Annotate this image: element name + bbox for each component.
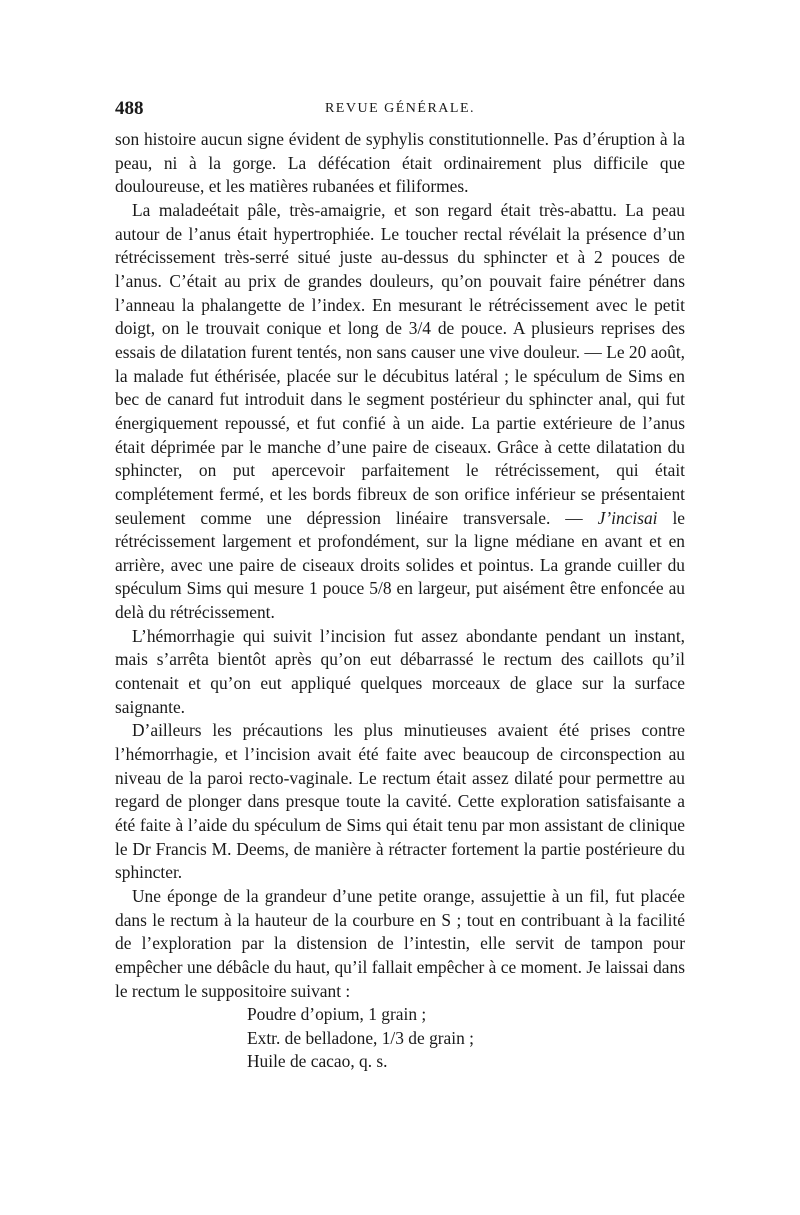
formula-line: Extr. de belladone, 1/3 de grain ; bbox=[247, 1027, 474, 1048]
paragraph-text: Une éponge de la grandeur d’une petite orange, assujettie à un fil, fut placée dans le rectum à la hauteur de la courbure en S ; tout en contribuant à la facilité de l’exploration par la distension de l’intestin, elle servit de tampon pour empêcher une débâcle du haut, qu’il fallait empêcher à ce moment. Je laissai dans le rectum le suppositoire suivant : bbox=[115, 886, 685, 1001]
paragraph-text: son histoire aucun signe évident de syphylis constitutionnelle. Pas d’éruption à la peau, ni à la gorge. La défécation était ordinairement plus difficile que douloureuse, et les matières rubanées et filiformes. bbox=[115, 129, 685, 197]
paragraph bbox=[115, 128, 685, 199]
running-head: REVUE GÉNÉRALE. bbox=[324, 101, 476, 116]
page-header bbox=[115, 98, 685, 128]
paragraph bbox=[115, 885, 685, 1003]
body-text bbox=[115, 128, 685, 1003]
paragraph bbox=[115, 625, 685, 720]
paragraph bbox=[115, 719, 685, 885]
paragraph-text: La maladeétait pâle, très-amaigrie, et son regard était très-abattu. La peau autour de l’anus était hypertrophiée. Le toucher rectal révélait la présence d’un rétrécissement très-serré situé juste au-dessus du sphincter et à 2 pouces de l’anus. C’était au prix de grandes douleurs, qu’on pouvait faire pénétrer dans l’anneau la phalangette de l’index. En mesurant le rétrécissement avec le petit doigt, on le trouvait conique et long de 3/4 de pouce. A plusieurs reprises des essais de dilatation furent tentés, non sans causer une vive douleur. — Le 20 août, la malade fut éthérisée, placée sur le décubitus latéral ; le spéculum de Sims en bec de canard fut introduit dans le segment postérieur du sphincter anal, qui fut énergiquement repoussé, et fut confié à un aide. La partie extérieure de l’anus était déprimée par le manche d’une paire de ciseaux. Grâce à cette dilatation du sphincter, on put apercevoir parfaitement le rétrécissement, qui était complétement fermé, et les bords fibreux de son orifice inférieur se présentaient seulement comme une dépression linéaire transversale. — bbox=[115, 199, 685, 528]
paragraph-text: L’hémorrhagie qui suivit l’incision fut assez abondante pendant un instant, mais s’arrêta bientôt après qu’on eut débarrassé le rectum des caillots qu’il contenait et qu’on eut appliqué quelques morceaux de glace sur la surface saignante. bbox=[115, 625, 685, 717]
italic-text: J’incisai bbox=[597, 507, 658, 528]
paragraph-text: le rétrécissement largement et profondément, sur la ligne médiane en avant et en arrière, avec une paire de ciseaux droits solides et pointus. La grande cuiller du spéculum Sims qui mesure 1 pouce 5/8 en largeur, put aisément être enfoncée au delà du rétrécissement. bbox=[115, 507, 685, 623]
prescription-formula bbox=[247, 1003, 685, 1074]
formula-line: Poudre d’opium, 1 grain ; bbox=[247, 1004, 427, 1025]
paragraph-text: D’ailleurs les précautions les plus minutieuses avaient été prises contre l’hémorrhagie, et l’incision avait été faite avec beaucoup de circonspection au niveau de la paroi recto-vaginale. Le rectum était assez dilaté pour permettre au regard de plonger dans presque toute la cavité. Cette exploration satisfaisante a été faite à l’aide du spéculum de Sims qui était tenu par mon assistant de clinique le Dr Francis M. Deems, de manière à rétracter fortement la partie postérieure du sphincter. bbox=[115, 720, 685, 883]
formula-line: Huile de cacao, q. s. bbox=[247, 1051, 388, 1072]
page-number: 488 bbox=[115, 98, 144, 119]
paragraph bbox=[115, 199, 685, 625]
document-page bbox=[115, 98, 685, 1074]
